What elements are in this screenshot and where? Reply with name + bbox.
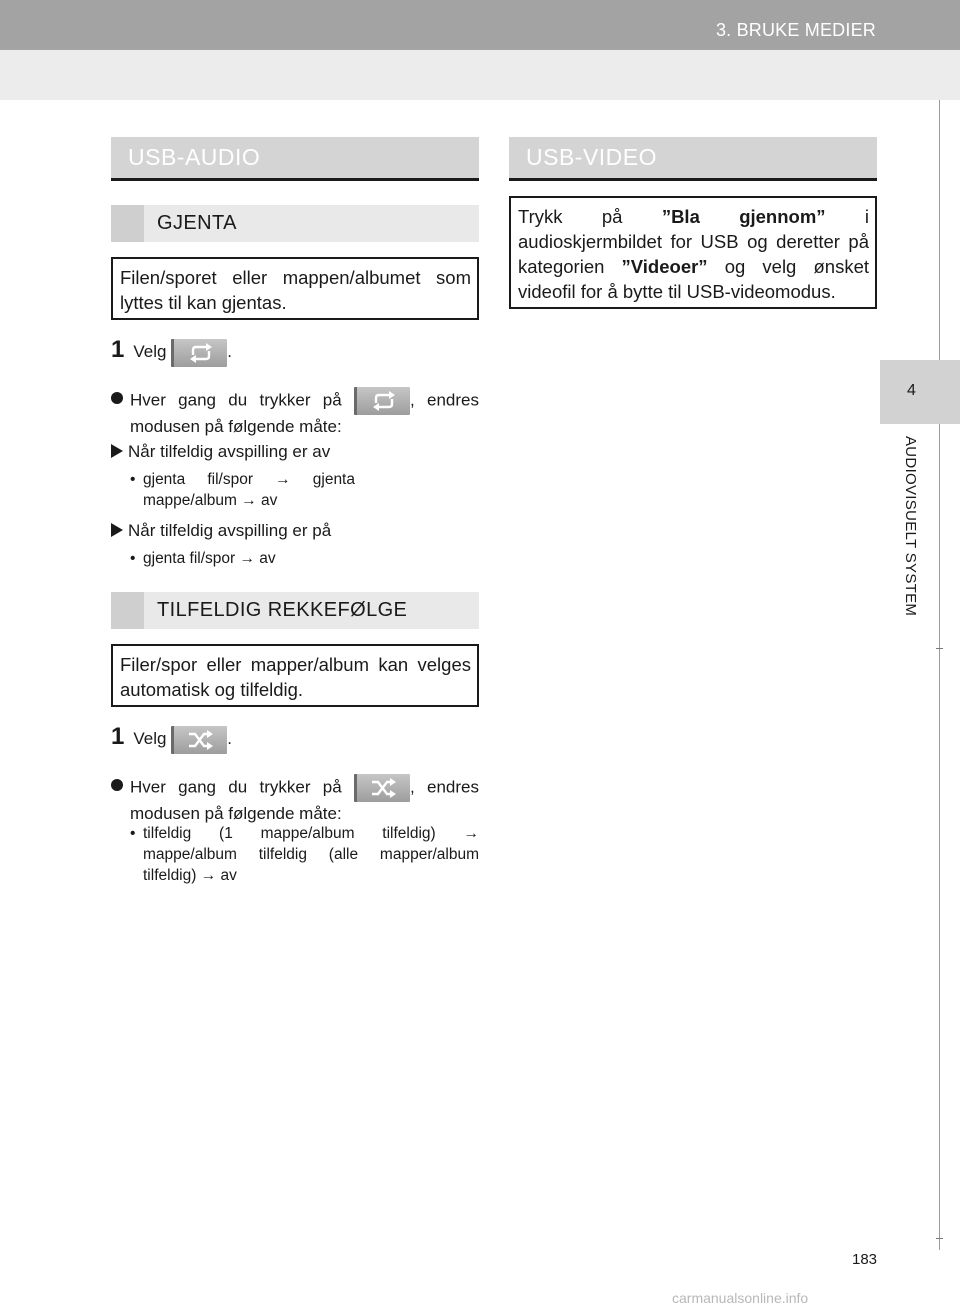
step-number: 1 (111, 723, 125, 750)
repeat-description-box: Filen/sporet eller mappen/albumet som lyttes til kan gjentas. (111, 257, 479, 320)
chapter-tab-number: 4 (880, 360, 960, 424)
subsection-marker (111, 205, 144, 242)
chapter-tab-label: AUDIOVISUELT SYSTEM (902, 436, 919, 617)
subsection-marker (111, 592, 144, 629)
bullet-dot: • (130, 825, 136, 842)
box-text-c: i audioskjermbildet for USB og deretter på kategorien (518, 206, 870, 277)
triangle-marker (111, 444, 123, 458)
box-text-a: Trykk på (518, 206, 662, 227)
case-text: Når tilfeldig avspilling er på (128, 521, 332, 540)
side-tick (936, 648, 943, 649)
detail-text: gjenta fil/spor → gjenta mappe/album → av (143, 471, 355, 509)
watermark: carmanualsonline.info (672, 1290, 809, 1306)
repeat-icon (370, 391, 398, 411)
detail-text: tilfeldig (1 mappe/album tilfeldig) → mappe/album tilfeldig (alle mapper/album tilfeldig) → av (143, 825, 479, 884)
shuffle-button-image (354, 774, 410, 802)
case-random-on (111, 521, 331, 541)
case-random-on-detail (130, 548, 460, 569)
step-text: Velg (133, 342, 167, 361)
bullet-dot: • (130, 471, 136, 488)
bullet-dot (111, 392, 123, 404)
section-title-usb-video: USB-VIDEO (509, 137, 877, 181)
detail-text: gjenta fil/spor → av (143, 550, 276, 567)
repeat-button-image (171, 339, 227, 367)
bullet-dot (111, 779, 123, 791)
bullet-text-b: , endres modusen på følgende måte: (130, 390, 479, 436)
side-rule (939, 100, 940, 1250)
shuffle-icon (187, 730, 215, 750)
browse-label: ”Bla gjennom” (661, 206, 826, 227)
case-random-off (111, 442, 330, 462)
repeat-bullet (111, 387, 479, 438)
section-title-usb-audio: USB-AUDIO (111, 137, 479, 181)
repeat-icon (187, 343, 215, 363)
step-text: Velg (133, 729, 167, 748)
step-number: 1 (111, 336, 125, 363)
random-description-box: Filer/spor eller mapper/album kan velges automatisk og tilfeldig. (111, 644, 479, 707)
subsection-title-text: GJENTA (157, 212, 237, 234)
random-detail (130, 823, 479, 886)
videos-label: ”Videoer” (621, 256, 708, 277)
subsection-title-repeat (111, 205, 479, 242)
bullet-text-a: Hver gang du trykker på (130, 390, 342, 410)
repeat-step (111, 336, 232, 367)
case-text: Når tilfeldig avspilling er av (128, 442, 331, 461)
bullet-dot: • (130, 550, 136, 567)
random-step (111, 723, 232, 754)
bullet-text-b: , endres modusen på følgende måte: (130, 777, 479, 823)
case-random-off-detail (130, 469, 355, 511)
shuffle-button-image (171, 726, 227, 754)
subsection-title-random (111, 592, 479, 629)
side-tick (936, 1238, 943, 1239)
triangle-marker (111, 523, 123, 537)
repeat-button-image (354, 387, 410, 415)
header-bar (0, 0, 960, 50)
header-band (0, 50, 960, 100)
page-number: 183 (852, 1251, 878, 1268)
chapter-title: 3. BRUKE MEDIER (715, 20, 876, 40)
usb-video-box (509, 196, 877, 309)
step-end: . (227, 729, 232, 748)
bullet-text-a: Hver gang du trykker på (130, 777, 342, 797)
shuffle-icon (370, 778, 398, 798)
subsection-title-text: TILFELDIG REKKEFØLGE (157, 599, 408, 621)
box-text-d: og velg ønsket videofil for å bytte til USB-videomodus. (518, 256, 869, 302)
random-bullet (111, 774, 479, 825)
step-end: . (227, 342, 232, 361)
